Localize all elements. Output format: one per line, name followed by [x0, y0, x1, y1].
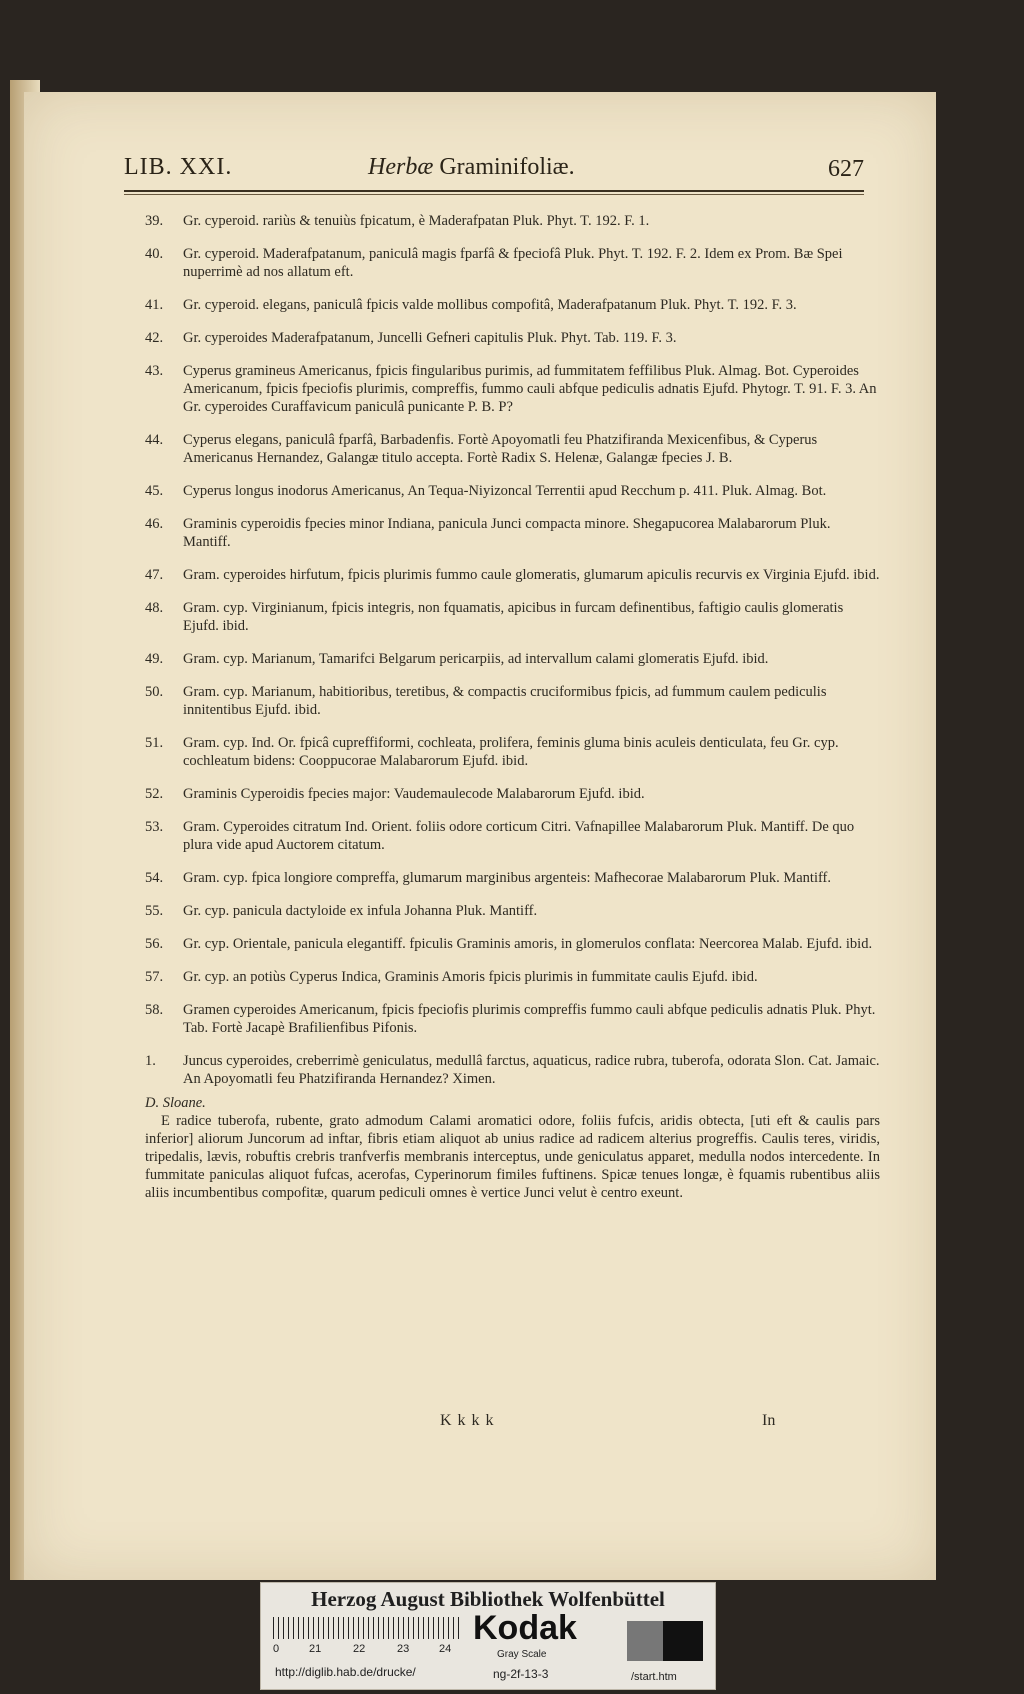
- list-item: [145, 245, 880, 281]
- description-paragraph: E radice tuberofa, rubente, grato admodum Calami aromatici odore, foliis fufcis, aridis obtecta, [uti eft & caulis pars inferior] aliorum Juncorum ad inftar, fibris etiam aliquot ab unius radice ad radicem alterius progreffis. Caulis teres, viridis, tripedalis, lævis, robuftis crebris tranfverfis membranis interceptus, unde geniculatus apparet, medulla nodos intercedente. In fummitate paniculas aliquot fufcas, acerofas, Cyperinorum fimiles fuftinens. Spicæ tenues longæ, è fquamis rubentibus aliis aliis incumbentibus compofitæ, quarum pediculi omnes è vertice Junci velut è centro exeunt.: [145, 1113, 880, 1201]
- gray-swatch: [627, 1621, 663, 1661]
- page-number: 627: [828, 156, 864, 182]
- list-item: [145, 515, 880, 551]
- ruler-ticks: [273, 1617, 463, 1639]
- entry-number: 50.: [145, 684, 164, 700]
- shelfmark: ng-2f-13-3: [493, 1667, 549, 1681]
- entry-text: Cyperus elegans, paniculâ fparfâ, Barbadenfis. Fortè Apoyomatli feu Phatzifiranda Mexicenfibus, & Cyperus Americanus Hernandez, Galangæ titulo accepta. Fortè Radix S. Helenæ, Galangæ fpecies J. B.: [183, 432, 818, 466]
- list-item: [145, 734, 880, 770]
- entry-text: Cyperus longus inodorus Americanus, An Tequa-Niyizoncal Terrentii apud Recchum p. 411. Pluk. Almag. Bot.: [183, 483, 827, 499]
- entry-number: 51.: [145, 735, 164, 751]
- ruler-label: 22: [353, 1643, 366, 1655]
- entry-text: Gram. cyp. fpica longiore compreffa, glumarum marginibus argenteis: Mafhecorae Malabarorum Pluk. Mantiff.: [183, 870, 832, 886]
- list-item: [145, 650, 880, 668]
- entry-number: 47.: [145, 567, 164, 583]
- list-item: [145, 482, 880, 500]
- start-page-link: /start.htm: [631, 1671, 677, 1683]
- entry-number: 54.: [145, 870, 164, 886]
- list-item: [145, 566, 880, 584]
- entry-number: 55.: [145, 903, 164, 919]
- ruler-label: 0: [273, 1643, 280, 1655]
- list-item: [145, 431, 880, 467]
- running-title-italic: Herbæ: [368, 154, 434, 180]
- running-title-rest: Graminifoliæ.: [433, 154, 575, 180]
- list-item: [145, 362, 880, 416]
- list-item: [145, 329, 880, 347]
- list-item: [145, 902, 880, 920]
- list-item: [145, 212, 880, 230]
- ruler-label: 24: [439, 1643, 452, 1655]
- entry-number: 43.: [145, 363, 164, 379]
- running-title: [368, 154, 575, 181]
- scale-ruler: [273, 1617, 463, 1657]
- list-item: [145, 785, 880, 803]
- running-header: [124, 154, 864, 190]
- list-item: [145, 1001, 880, 1037]
- library-url: http://diglib.hab.de/drucke/: [275, 1665, 416, 1679]
- entry-number: 44.: [145, 432, 164, 448]
- entry-text: Cyperus gramineus Americanus, fpicis fingularibus purimis, ad fummitatem feffilibus Pluk. Almag. Bot. Cyperoides Americanum, fpicis fpeciofis plurimis, compreffis, fummo cauli abfque pediculis adnatis Ejufd. Phytogr. T. 91. F. 3. An Gr. cyperoides Curaffavicum paniculâ punicante P. B. P?: [183, 363, 877, 415]
- author-label: D. Sloane.: [145, 1095, 206, 1111]
- list-item: [145, 818, 880, 854]
- entry-number: 57.: [145, 969, 164, 985]
- entry-number: 52.: [145, 786, 164, 802]
- entry-text: Gr. cyp. Orientale, panicula elegantiff. fpiculis Graminis amoris, in glomerulos conflata: Neercorea Malab. Ejufd. ibid.: [183, 936, 873, 952]
- header-rule: [124, 190, 864, 192]
- entry-text: Gr. cyp. an potiùs Cyperus Indica, Graminis Amoris fpicis plurimis in fummitate caulis Ejufd. ibid.: [183, 969, 758, 985]
- entry-text: Gr. cyp. panicula dactyloide ex infula Johanna Pluk. Mantiff.: [183, 903, 538, 919]
- entry-number: 40.: [145, 246, 164, 262]
- entry-number: 42.: [145, 330, 164, 346]
- entries-list: [145, 212, 880, 1202]
- entry-text: Gram. cyp. Marianum, Tamarifci Belgarum pericarpiis, ad intervallum calami glomeratis Ejufd. ibid.: [183, 651, 769, 667]
- list-item: [145, 968, 880, 986]
- ruler-label: 23: [397, 1643, 410, 1655]
- catchword: In: [762, 1412, 776, 1429]
- book-number: LIB. XXI.: [124, 154, 233, 180]
- entry-text: Graminis cyperoidis fpecies minor Indiana, panicula Junci compacta minore. Shegapucorea Malabarorum Pluk. Mantiff.: [183, 516, 831, 550]
- entry-text: Gr. cyperoid. elegans, paniculâ fpicis valde mollibus compofitâ, Maderafpatanum Pluk. Phyt. T. 192. F. 3.: [183, 297, 797, 313]
- entry-text: Gram. cyp. Marianum, habitioribus, teretibus, & compactis cruciformibus fpicis, ad fummum caulem pediculis innitentibus Ejufd. ibid.: [183, 684, 827, 718]
- entry-text: Gr. cyperoid. rariùs & tenuiùs fpicatum, è Maderafpatan Pluk. Phyt. T. 192. F. 1.: [183, 213, 650, 229]
- list-item: [145, 599, 880, 635]
- library-scan-card: [260, 1582, 716, 1690]
- entry-text: Gram. cyp. Ind. Or. fpicâ cupreffiformi, cochleata, prolifera, feminis gluma binis aculeis denticulata, feu Gr. cyp. cochleatum bidens: Cooppucorae Malabarorum Ejufd. ibid.: [183, 735, 839, 769]
- gray-scale-label: Gray Scale: [497, 1649, 547, 1660]
- entry-text: Graminis Cyperoidis fpecies major: Vaudemaulecode Malabarorum Ejufd. ibid.: [183, 786, 645, 802]
- entry-text: Gram. cyperoides hirfutum, fpicis plurimis fummo caule glomeratis, glumarum apiculis recurvis ex Virginia Ejufd. ibid.: [183, 567, 880, 583]
- entry-number: 39.: [145, 213, 164, 229]
- entry-text: Gr. cyperoid. Maderafpatanum, paniculâ magis fparfâ & fpeciofâ Pluk. Phyt. T. 192. F. 2. Idem ex Prom. Bæ Spei nuperrimè ad nos allatum eft.: [183, 246, 843, 280]
- list-item: [145, 296, 880, 314]
- entry-text: Gram. cyp. Virginianum, fpicis integris, non fquamatis, apicibus in furcam definentibus, faftigio caulis glomeratis Ejufd. ibid.: [183, 600, 844, 634]
- list-item: [145, 935, 880, 953]
- entry-number: 46.: [145, 516, 164, 532]
- header-rule-thin: [124, 194, 864, 195]
- list-item: [145, 1052, 880, 1088]
- entry-number: 58.: [145, 1002, 164, 1018]
- kodak-logo: Kodak: [473, 1609, 577, 1647]
- entry-number: 41.: [145, 297, 164, 313]
- entry-number: 56.: [145, 936, 164, 952]
- list-item: [145, 869, 880, 887]
- black-swatch: [663, 1621, 703, 1661]
- entry-number: 49.: [145, 651, 164, 667]
- list-item: [145, 683, 880, 719]
- entry-text: Gram. Cyperoides citratum Ind. Orient. foliis odore corticum Citri. Vafnapillee Malabarorum Pluk. Mantiff. De quo plura vide apud Auctorem citatum.: [183, 819, 855, 853]
- entry-text: Juncus cyperoides, creberrimè geniculatus, medullâ farctus, aquaticus, radice rubra, tuberofa, odorata Slon. Cat. Jamaic. An Apoyomatli feu Phatzifiranda Hernandez? Ximen.: [183, 1053, 880, 1087]
- entry-text: Gr. cyperoides Maderafpatanum, Juncelli Gefneri capitulis Pluk. Phyt. Tab. 119. F. 3.: [183, 330, 677, 346]
- signature-mark: Kkkk: [440, 1412, 500, 1429]
- entry-number: 53.: [145, 819, 164, 835]
- entry-number: 48.: [145, 600, 164, 616]
- entry-number: 45.: [145, 483, 164, 499]
- library-name: Herzog August Bibliothek Wolfenbüttel: [311, 1587, 665, 1611]
- entry-text: Gramen cyperoides Americanum, fpicis fpeciofis plurimis compreffis fummo cauli abfque pediculis adnatis Pluk. Phyt. Tab. Fortè Jacapè Brafilienfibus Pifonis.: [183, 1002, 876, 1036]
- ruler-label: 21: [309, 1643, 322, 1655]
- entry-number: 1.: [145, 1053, 156, 1069]
